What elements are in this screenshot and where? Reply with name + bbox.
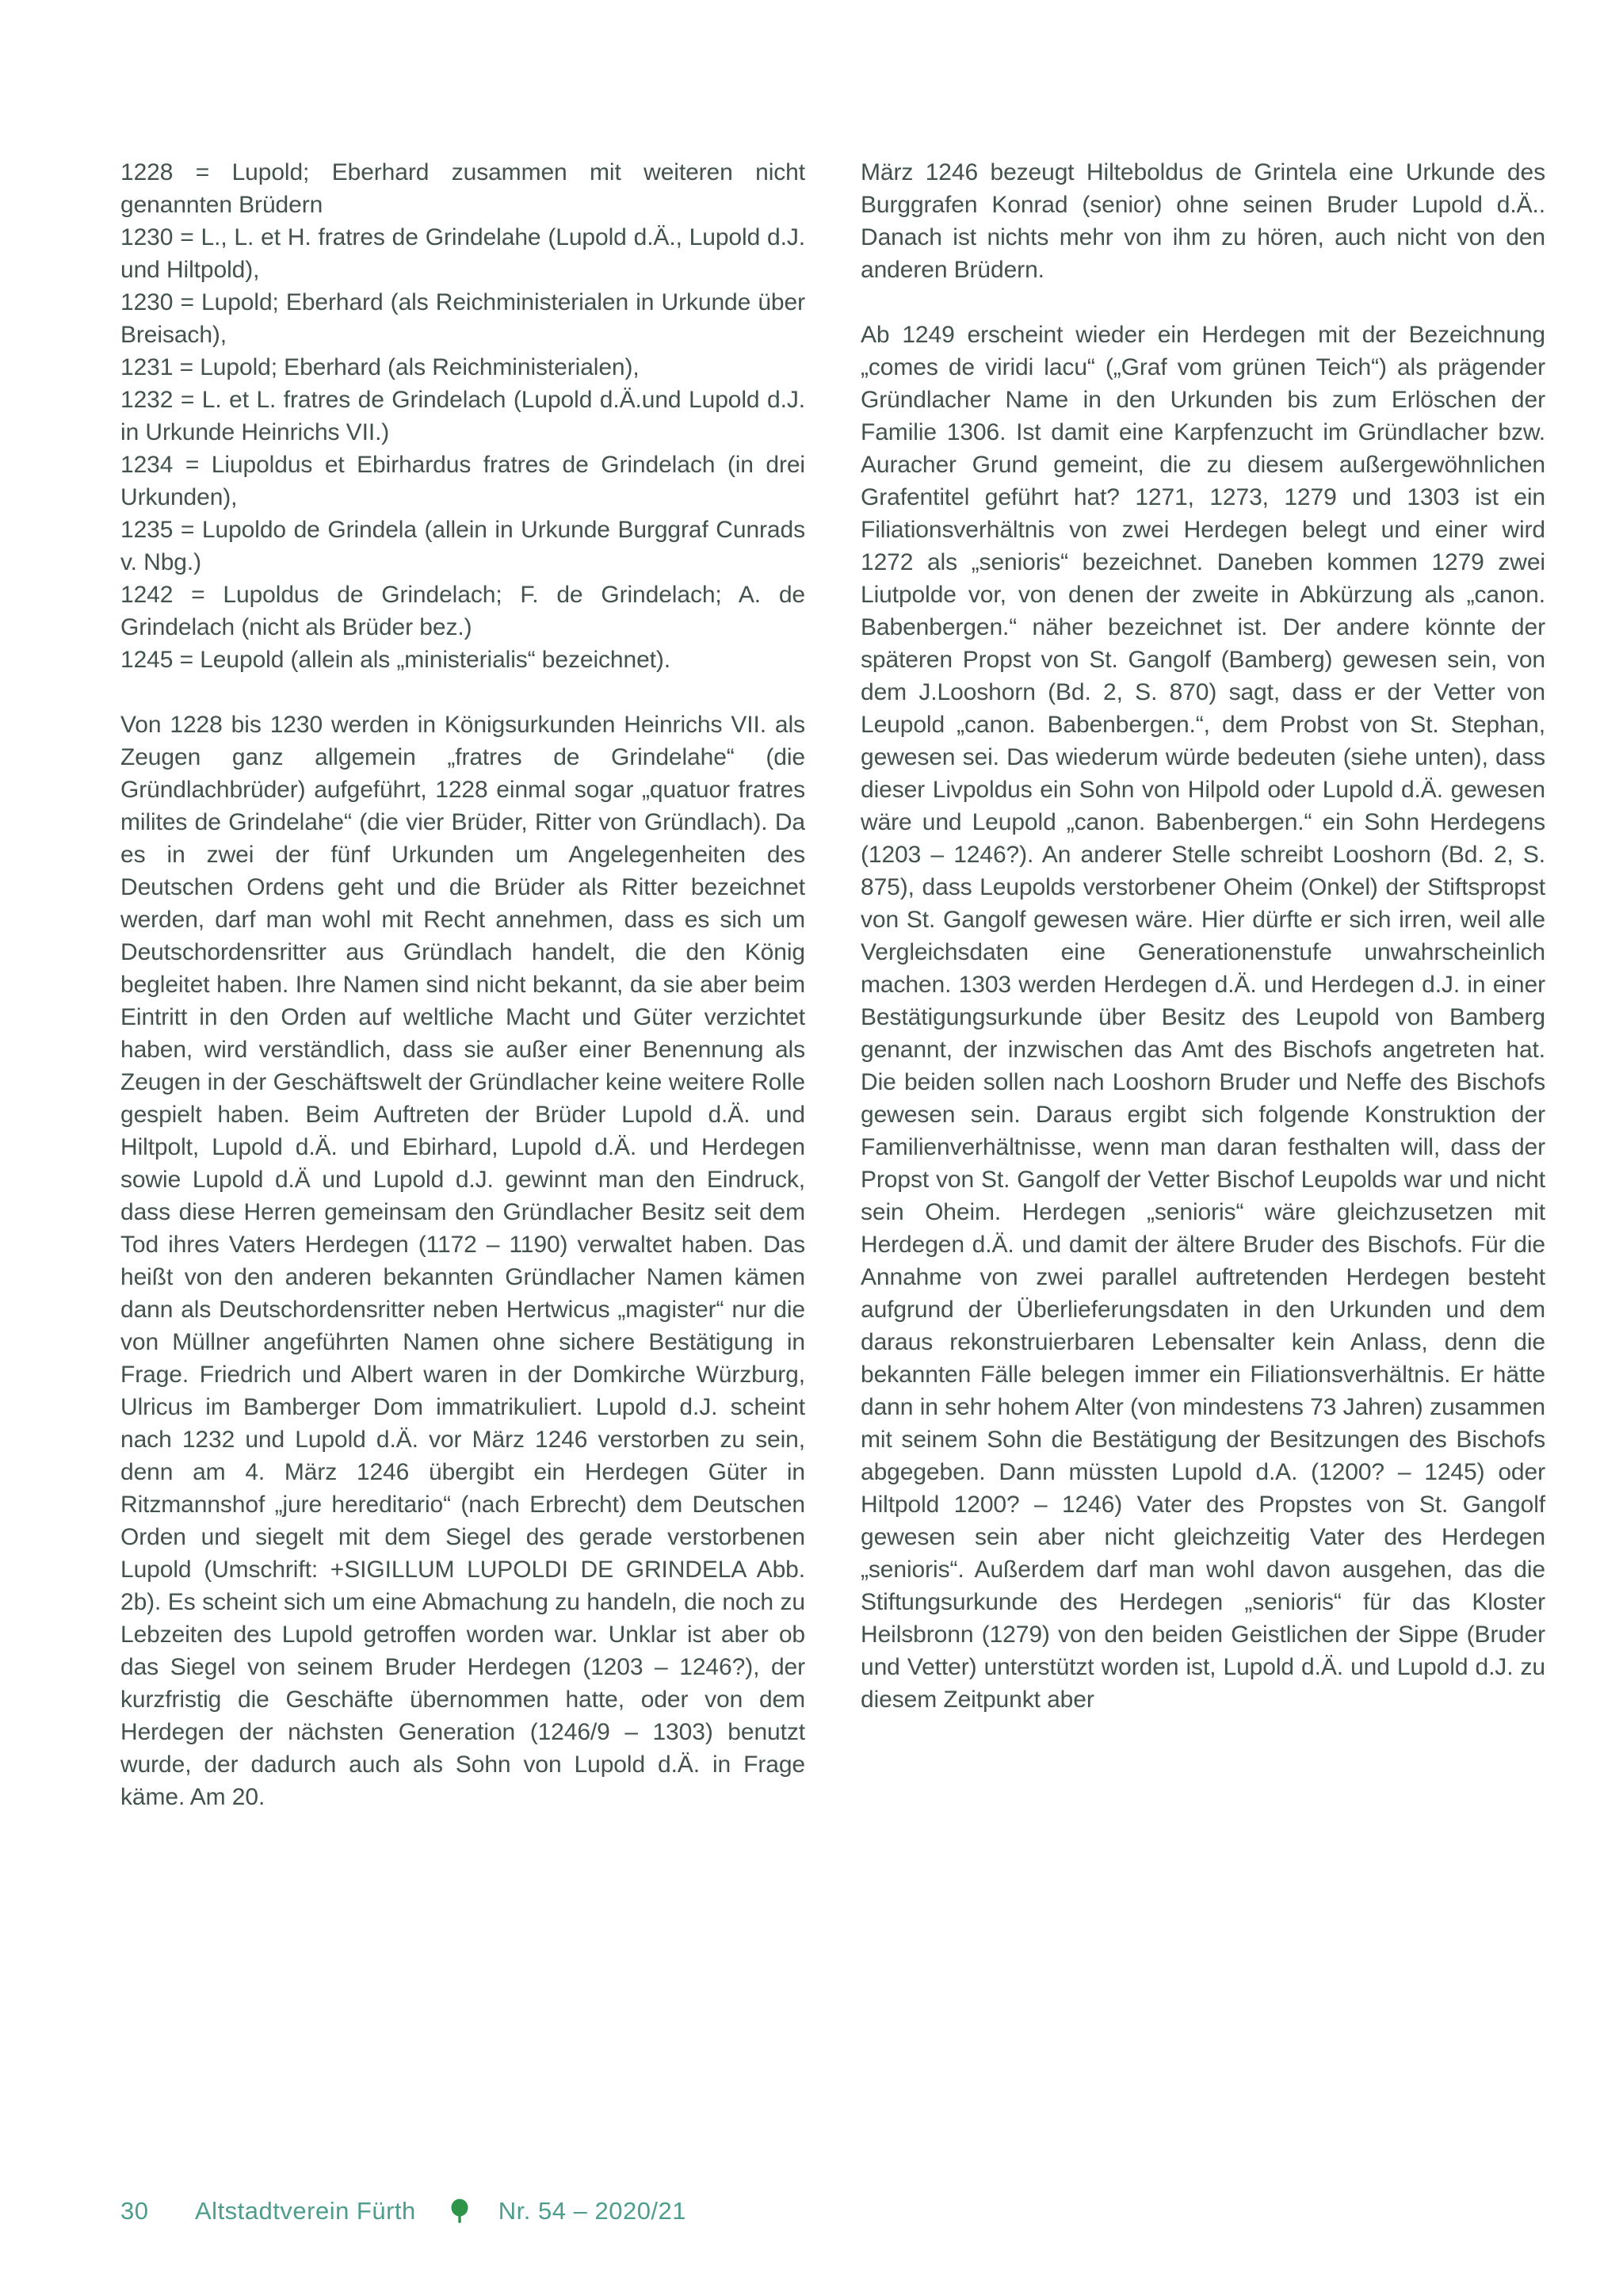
footer-org-name: Altstadtverein Fürth xyxy=(195,2197,416,2225)
tree-leaf-icon xyxy=(449,2199,470,2224)
list-entry: 1235 = Lupoldo de Grindela (allein in Urkunde Burggraf Cunrads v. Nbg.) xyxy=(120,517,805,575)
body-paragraph: März 1246 bezeugt Hilteboldus de Grintela eine Urkunde des Burggrafen Konrad (senior) ohne seinen Bruder Lupold d.Ä.. Danach ist nichts mehr von ihm zu hören, auch nicht von den anderen Brüdern. xyxy=(861,159,1545,283)
page-footer xyxy=(120,2197,686,2225)
body-paragraph: Ab 1249 erscheint wieder ein Herdegen mit der Bezeichnung „comes de viridi lacu“ („Graf vom grünen Teich“) als prägender Gründlacher Name in den Urkunden bis zum Erlöschen der Familie 1306. Ist damit eine Karpfenzucht im Gründlacher bzw. Auracher Grund gemeint, die zu diesem außergewöhnlichen Grafentitel geführt hat? 1271, 1273, 1279 und 1303 ist ein Filiationsverhältnis von zwei Herdegen belegt und einer wird 1272 als „senioris“ bezeichnet. Daneben kommen 1279 zwei Liutpolde vor, von denen der zweite in Abkürzung als „canon. Babenbergen.“ näher bezeichnet ist. Der andere könnte der späteren Propst von St. Gangolf (Bamberg) gewesen sein, von dem J.Looshorn (Bd. 2, S. 870) sagt, dass er der Vetter von Leupold „canon. Babenbergen.“, dem Probst von St. Stephan, gewesen sei. Das wiederum würde bedeuten (siehe unten), dass dieser Livpoldus ein Sohn von Hilpold oder Lupold d.Ä. gewesen wäre und Leupold „canon. Babenbergen.“ ein Sohn Herdegens (1203 – 1246?). An anderer Stelle schreibt Looshorn (Bd. 2, S. 875), dass Leupolds verstorbener Oheim (Onkel) der Stiftspropst von St. Gangolf gewesen wäre. Hier dürfte er sich irren, weil alle Vergleichsdaten eine Generationenstufe unwahrscheinlich machen. 1303 werden Herdegen d.Ä. und Herdegen d.J. in einer Bestätigungsurkunde über Besitz des Leupold von Bamberg genannt, der inzwischen das Amt des Bischofs angetreten hat. Die beiden sollen nach Looshorn Bruder und Neffe des Bischofs gewesen sein. Daraus ergibt sich folgende Konstruktion der Familienverhältnisse, wenn man daran festhalten will, dass der Propst von St. Gangolf der Vetter Bischof Leupolds war und nicht sein Oheim. Herdegen „senioris“ wäre gleichzusetzen mit Herdegen d.Ä. und damit der ältere Bruder des Bischofs. Für die Annahme von zwei parallel auftretenden Herdegen besteht aufgrund der Überlieferungsdaten in den Urkunden und dem daraus rekonstruierbaren Lebensalter kein Anlass, denn die bekannten Fälle belegen immer ein Filiationsverhältnis. Er hätte dann in sehr hohem Alter (von mindestens 73 Jahren) zusammen mit seinem Sohn die Bestätigung der Besitzungen des Bischofs abgegeben. Dann müssten Lupold d.A. (1200? – 1245) oder Hiltpold 1200? – 1246) Vater des Propstes von St. Gangolf gewesen sein aber nicht gleichzeitig Vater des Herdegen „senioris“. Außerdem darf man wohl davon ausgehen, das die Stiftungsurkunde des Herdegen „senioris“ für das Kloster Heilsbronn (1279) von den beiden Geistlichen der Sippe (Bruder und Vetter) unterstützt worden ist, Lupold d.Ä. und Lupold d.J. zu diesem Zeitpunkt aber xyxy=(861,322,1545,1713)
list-entry: 1232 = L. et L. fratres de Grindelach (Lupold d.Ä.und Lupold d.J. in Urkunde Heinrichs VII.) xyxy=(120,387,805,445)
document-body xyxy=(120,156,1545,1813)
list-entry: 1245 = Leupold (allein als „ministerialis“ bezeichnet). xyxy=(120,647,671,673)
body-paragraph: Von 1228 bis 1230 werden in Königsurkunden Heinrichs VII. als Zeugen ganz allgemein „fratres de Grindelahe“ (die Gründlachbrüder) aufgeführt, 1228 einmal sogar „quatuor fratres milites de Grindelahe“ (die vier Brüder, Ritter von Gründlach). Da es in zwei der fünf Urkunden um Angelegenheiten des Deutschen Ordens geht und die Brüder als Ritter bezeichnet werden, darf man wohl mit Recht annehmen, dass es sich um Deutschordensritter aus Gründlach handelt, die den König begleitet haben. Ihre Namen sind nicht bekannt, da sie aber beim Eintritt in den Orden auf weltliche Macht und Güter verzichtet haben, wird verständlich, dass sie außer einer Benennung als Zeugen in der Geschäftswelt der Gründlacher keine weitere Rolle gespielt haben. Beim Auftreten der Brüder Lupold d.Ä. und Hiltpolt, Lupold d.Ä. und Ebirhard, Lupold d.Ä. und Herdegen sowie Lupold d.Ä und Lupold d.J. gewinnt man den Eindruck, dass diese Herren gemeinsam den Gründlacher Besitz seit dem Tod ihres Vaters Herdegen (1172 – 1190) verwaltet haben. Das heißt von den anderen bekannten Gründlacher Namen kämen dann als Deutschordensritter neben Hertwicus „magister“ nur die von Müllner angeführten Namen ohne sichere Bestätigung in Frage. Friedrich und Albert waren in der Domkirche Würzburg, Ulricus im Bamberger Dom immatrikuliert. Lupold d.J. scheint nach 1232 und Lupold d.Ä. vor März 1246 verstorben zu sein, denn am 4. März 1246 übergibt ein Herdegen Güter in Ritzmannshof „jure hereditario“ (nach Erbrecht) dem Deutschen Orden und siegelt mit dem Siegel des gerade verstorbenen Lupold (Umschrift: +SIGILLUM LUPOLDI DE GRINDELA Abb. 2b). Es scheint sich um eine Abmachung zu handeln, die noch zu Lebzeiten des Lupold getroffen worden war. Unklar ist aber ob das Siegel von seinem Bruder Herdegen (1203 – 1246?), der kurzfristig die Geschäfte übernommen hatte, oder von dem Herdegen der nächsten Generation (1246/9 – 1303) benutzt wurde, der dadurch auch als Sohn von Lupold d.Ä. in Frage käme. Am 20. xyxy=(120,712,805,1810)
list-entry: 1231 = Lupold; Eberhard (als Reichministerialen), xyxy=(120,354,640,380)
list-entry: 1230 = Lupold; Eberhard (als Reichministerialen in Urkunde über Breisach), xyxy=(120,289,805,348)
page-number: 30 xyxy=(120,2197,149,2225)
footer-issue: Nr. 54 – 2020/21 xyxy=(498,2197,687,2225)
right-column xyxy=(861,156,1545,1813)
left-column xyxy=(120,156,805,1813)
list-entry: 1228 = Lupold; Eberhard zusammen mit weiteren nicht genannten Brüdern xyxy=(120,159,805,218)
list-entry: 1234 = Liupoldus et Ebirhardus fratres de Grindelach (in drei Urkunden), xyxy=(120,452,805,510)
list-entry: 1242 = Lupoldus de Grindelach; F. de Grindelach; A. de Grindelach (nicht als Brüder bez.) xyxy=(120,582,805,640)
list-entry: 1230 = L., L. et H. fratres de Grindelahe (Lupold d.Ä., Lupold d.J. und Hiltpold), xyxy=(120,224,805,283)
